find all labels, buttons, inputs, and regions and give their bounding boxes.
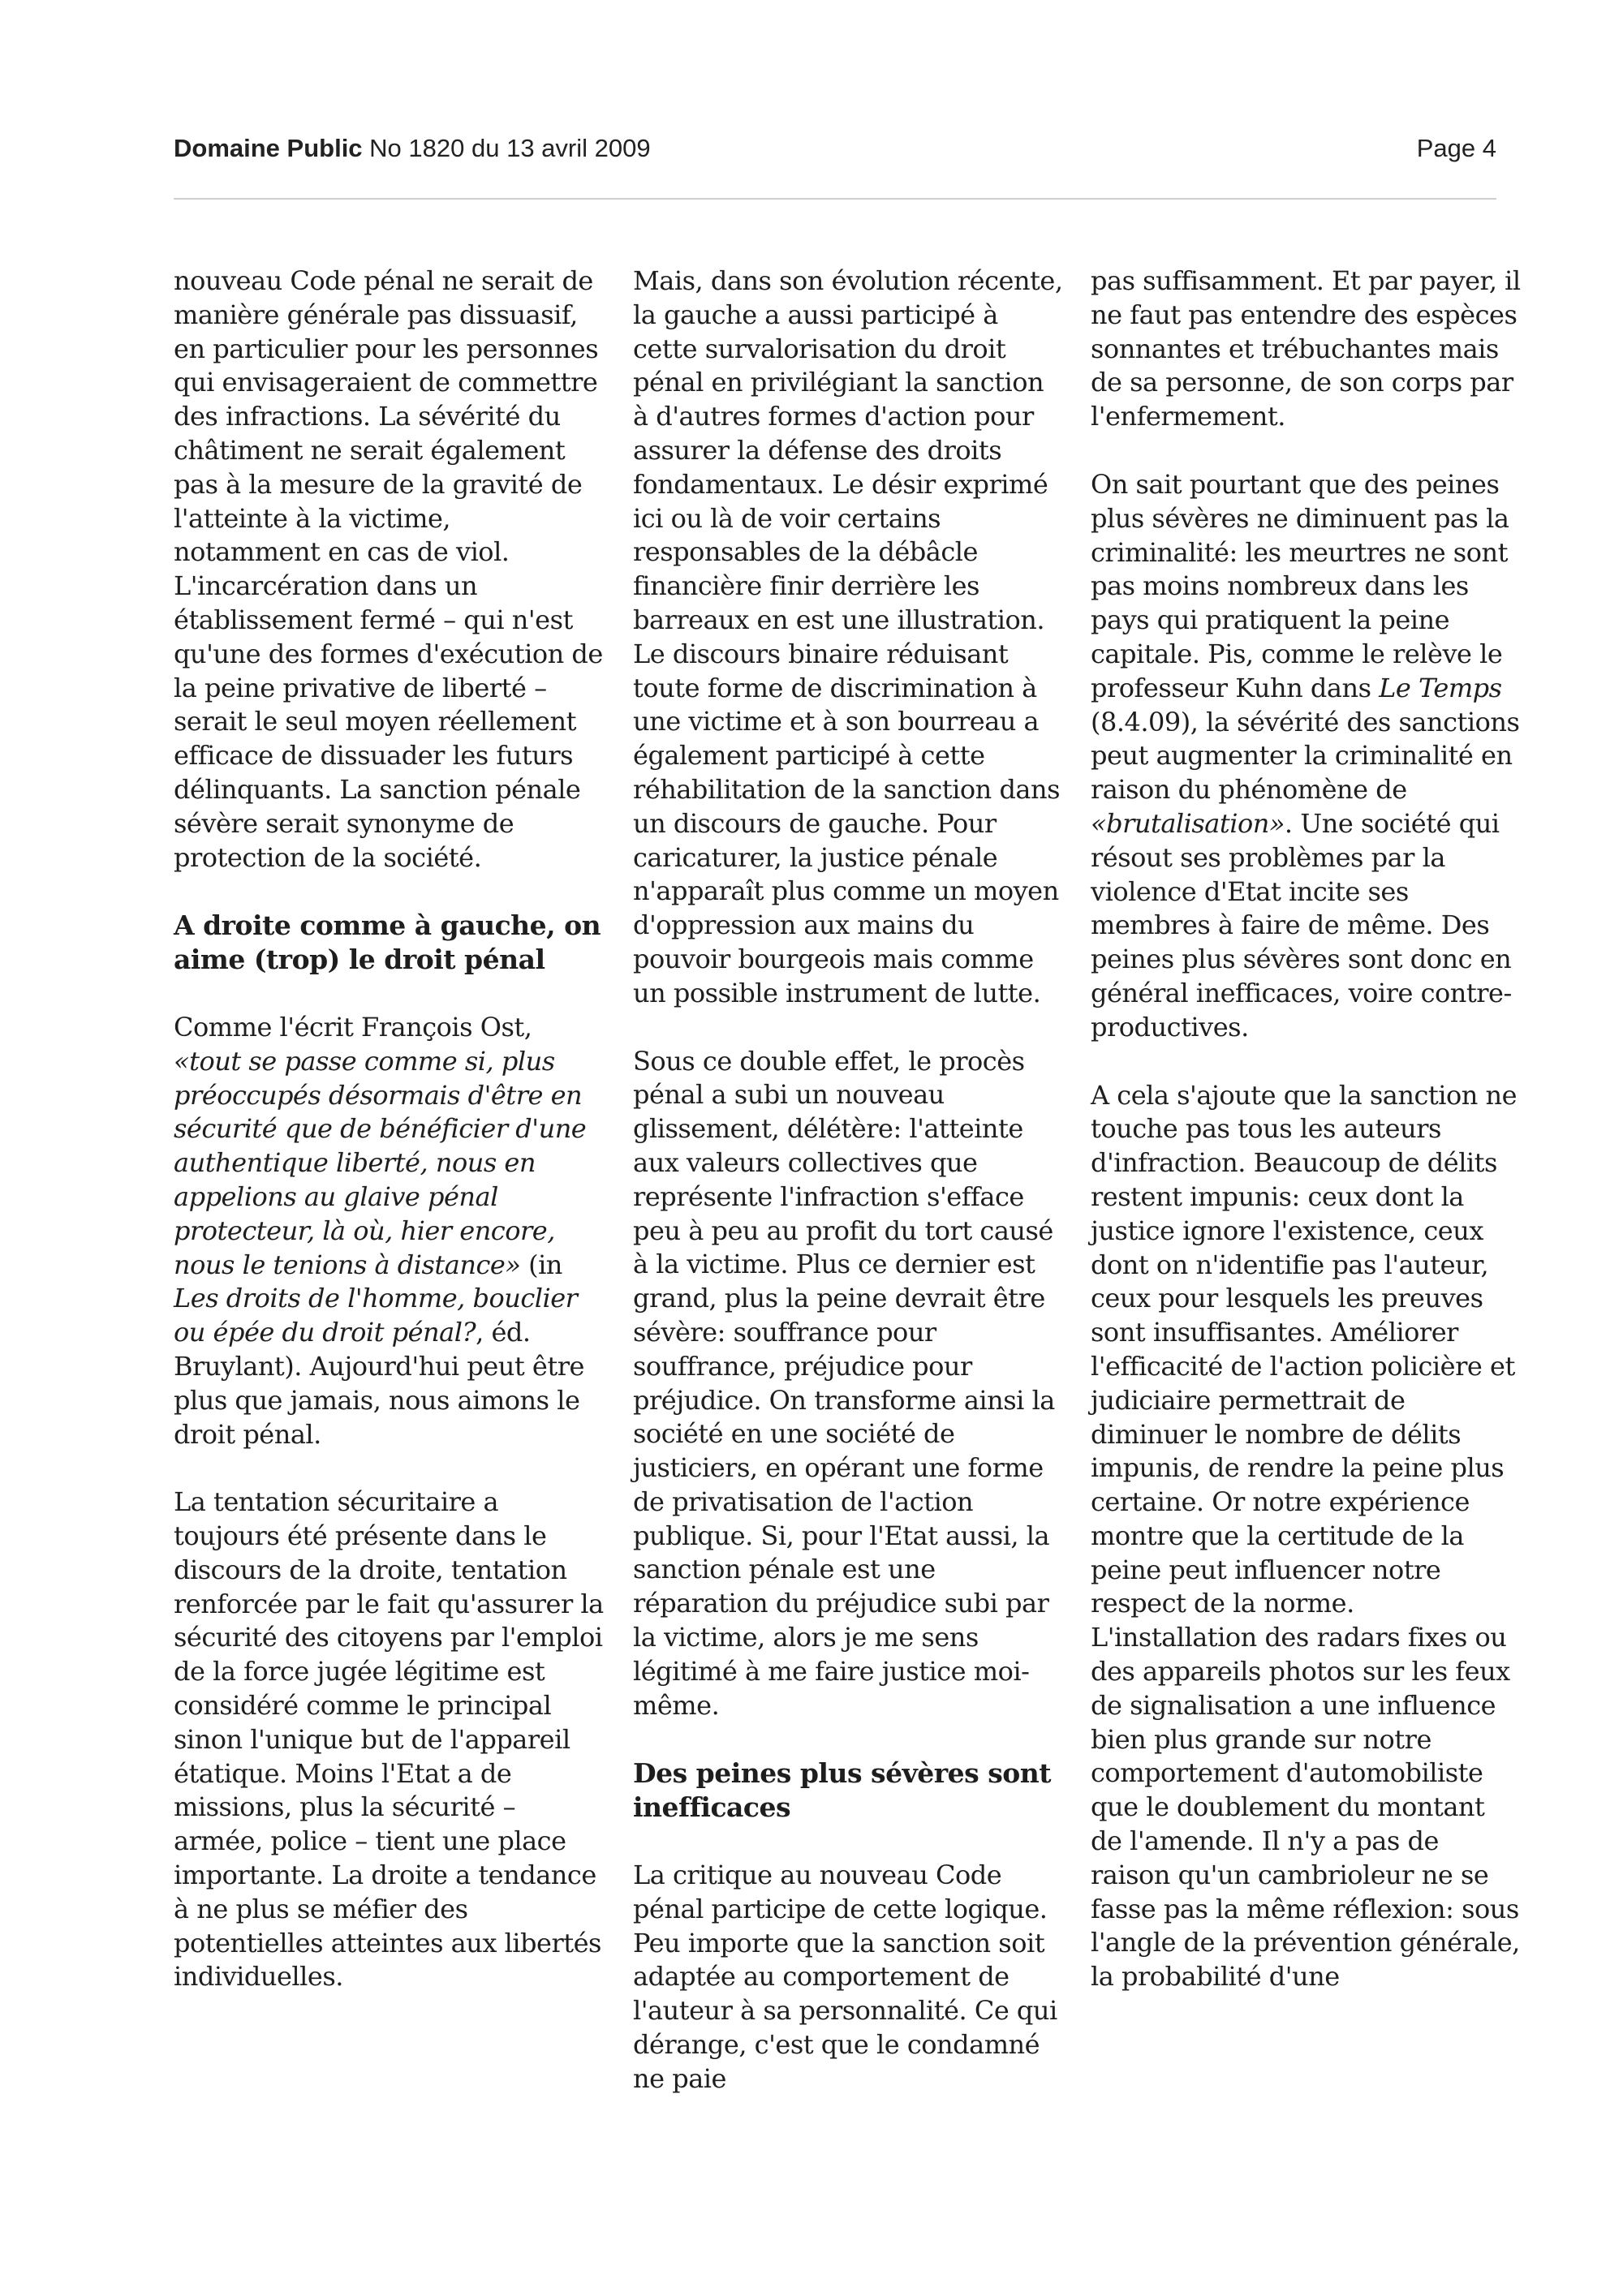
text-run: (8.4.09), la sévérité des sanctions peut augmenter la criminalité en raison du phénomène de [1091, 706, 1520, 806]
paragraph: La critique au nouveau Code pénal participe de cette logique. Peu importe que la sanction soit adaptée au comportement de l'auteur à sa personnalité. Ce qui dérange, c'est que le condamné ne paie [633, 1860, 1057, 2094]
page-header [174, 134, 1496, 173]
publication-name: Domaine Public [174, 134, 363, 162]
paragraph: Mais, dans son évolution récente, la gauche a aussi participé à cette survalorisation du droit pénal en privilégiant la sanction à d'autres formes d'action pour assurer la défense des droits fondamentaux. Le désir exprimé ici ou là de voir certains responsables de la débâcle financière finir derrière les barreaux en est une illustration. Le discours binaire réduisant toute forme de discrimination à une victime et à son bourreau a également participé à cette réhabilitation de la sanction dans un discours de gauche. Pour caricaturer, la justice pénale n'apparaît plus comme un moyen d'oppression aux mains du pouvoir bourgeois mais comme un possible instrument de lutte. [633, 265, 1063, 1008]
text-run: (in [520, 1249, 562, 1280]
section-heading: Des peines plus sévères sont inefficaces [633, 1757, 1052, 1824]
paragraph [174, 1011, 604, 1451]
column-2 [633, 264, 1063, 2130]
paragraph: pas suffisamment. Et par payer, il ne faut pas entendre des espèces sonnantes et trébuchantes mais de sa personne, de son corps par l'enfermement. [1091, 265, 1521, 432]
header-divider [174, 198, 1496, 200]
text-run: Comme l'écrit François Ost, [174, 1011, 532, 1043]
paragraph: La tentation sécuritaire a toujours été présente dans le discours de la droite, tentation renforcée par le fait qu'assurer la sécurité des citoyens par l'emploi de la force jugée légitime est considéré comme le principal sinon l'unique but de l'appareil étatique. Moins l'Etat a de missions, plus la sécurité – armée, police – tient une place importante. La droite a tendance à ne plus se méfier des potentielles atteintes aux libertés individuelles. [174, 1486, 604, 1993]
column-3 [1091, 264, 1521, 2028]
text-run: , éd. Bruylant). Aujourd'hui peut être plus que jamais, nous aimons le droit pénal. [174, 1317, 584, 1450]
paragraph: nouveau Code pénal ne serait de manière générale pas dissuasif, en particulier pour les personnes qui envisageraient de commettre des infractions. La sévérité du châtiment ne serait également pas à la mesure de la gravité de l'atteinte à la victime, notamment en cas de viol. L'incarcération dans un établissement fermé – qui n'est qu'une des formes d'exécution de la peine privative de liberté – serait le seul moyen réellement efficace de dissuader les futurs délinquants. La sanction pénale sévère serait synonyme de protection de la société. [174, 265, 603, 873]
text-run: On sait pourtant que des peines plus sévères ne diminuent pas la criminalité: les meurtres ne sont pas moins nombreux dans les pays qui pratiquent la peine capitale. Pis, comme le relève le professeur Kuhn dans [1091, 468, 1509, 703]
header-publication-line [174, 134, 651, 163]
quoted-term: «brutalisation» [1091, 807, 1285, 839]
paragraph: A cela s'ajoute que la sanction ne touche pas tous les auteurs d'infraction. Beaucoup de délits restent impunis: ceux dont la justice ignore l'existence, ceux dont on n'identifie pas l'auteur, ceux pour lesquels les preuves sont insuffisantes. Améliorer l'efficacité de l'action policière et judiciaire permettrait de diminuer le nombre de délits impunis, de rendre la peine plus certaine. Or notre expérience montre que la certitude de la peine peut influencer notre respect de la norme. L'installation des radars fixes ou des appareils photos sur les feux de signalisation a une influence bien plus grande sur notre comportement d'automobiliste que le doublement du montant de l'amende. Il n'y a pas de raison qu'un cambrioleur ne se fasse pas la même réflexion: sous l'angle de la prévention générale, la probabilité d'une [1091, 1079, 1520, 1993]
newspaper-title: Le Temps [1379, 672, 1502, 703]
page-number: Page 4 [1416, 134, 1496, 162]
column-1 [174, 264, 604, 2028]
section-heading: A droite comme à gauche, on aime (trop) le droit pénal [174, 909, 601, 976]
issue-info: No 1820 du 13 avril 2009 [369, 134, 651, 162]
text-run: . Une société qui résout ses problèmes par la violence d'Etat incite ses membres à faire de même. Des peines plus sévères sont donc en général inefficaces, voire contre-productives. [1091, 807, 1512, 1043]
quote: «tout se passe comme si, plus préoccupés désormais d'être en sécurité que de bénéficier d'une authentique liberté, nous en appelions au glaive pénal protecteur, là où, hier encore, nous le tenions à distance» [174, 1045, 587, 1280]
paragraph: Sous ce double effet, le procès pénal a subi un nouveau glissement, délétère: l'atteinte aux valeurs collectives que représente l'infraction s'efface peu à peu au profit du tort causé à la victime. Plus ce dernier est grand, plus la peine devrait être sévère: souffrance pour souffrance, préjudice pour préjudice. On transforme ainsi la société en une société de justiciers, en opérant une forme de privatisation de l'action publique. Si, pour l'Etat aussi, la sanction pénale est une réparation du préjudice subi par la victime, alors je me sens légitimé à me faire justice moi-même. [633, 1045, 1055, 1721]
paragraph [1091, 468, 1521, 1045]
book-title: Les droits de l'homme, bouclier ou épée du droit pénal? [174, 1283, 578, 1348]
